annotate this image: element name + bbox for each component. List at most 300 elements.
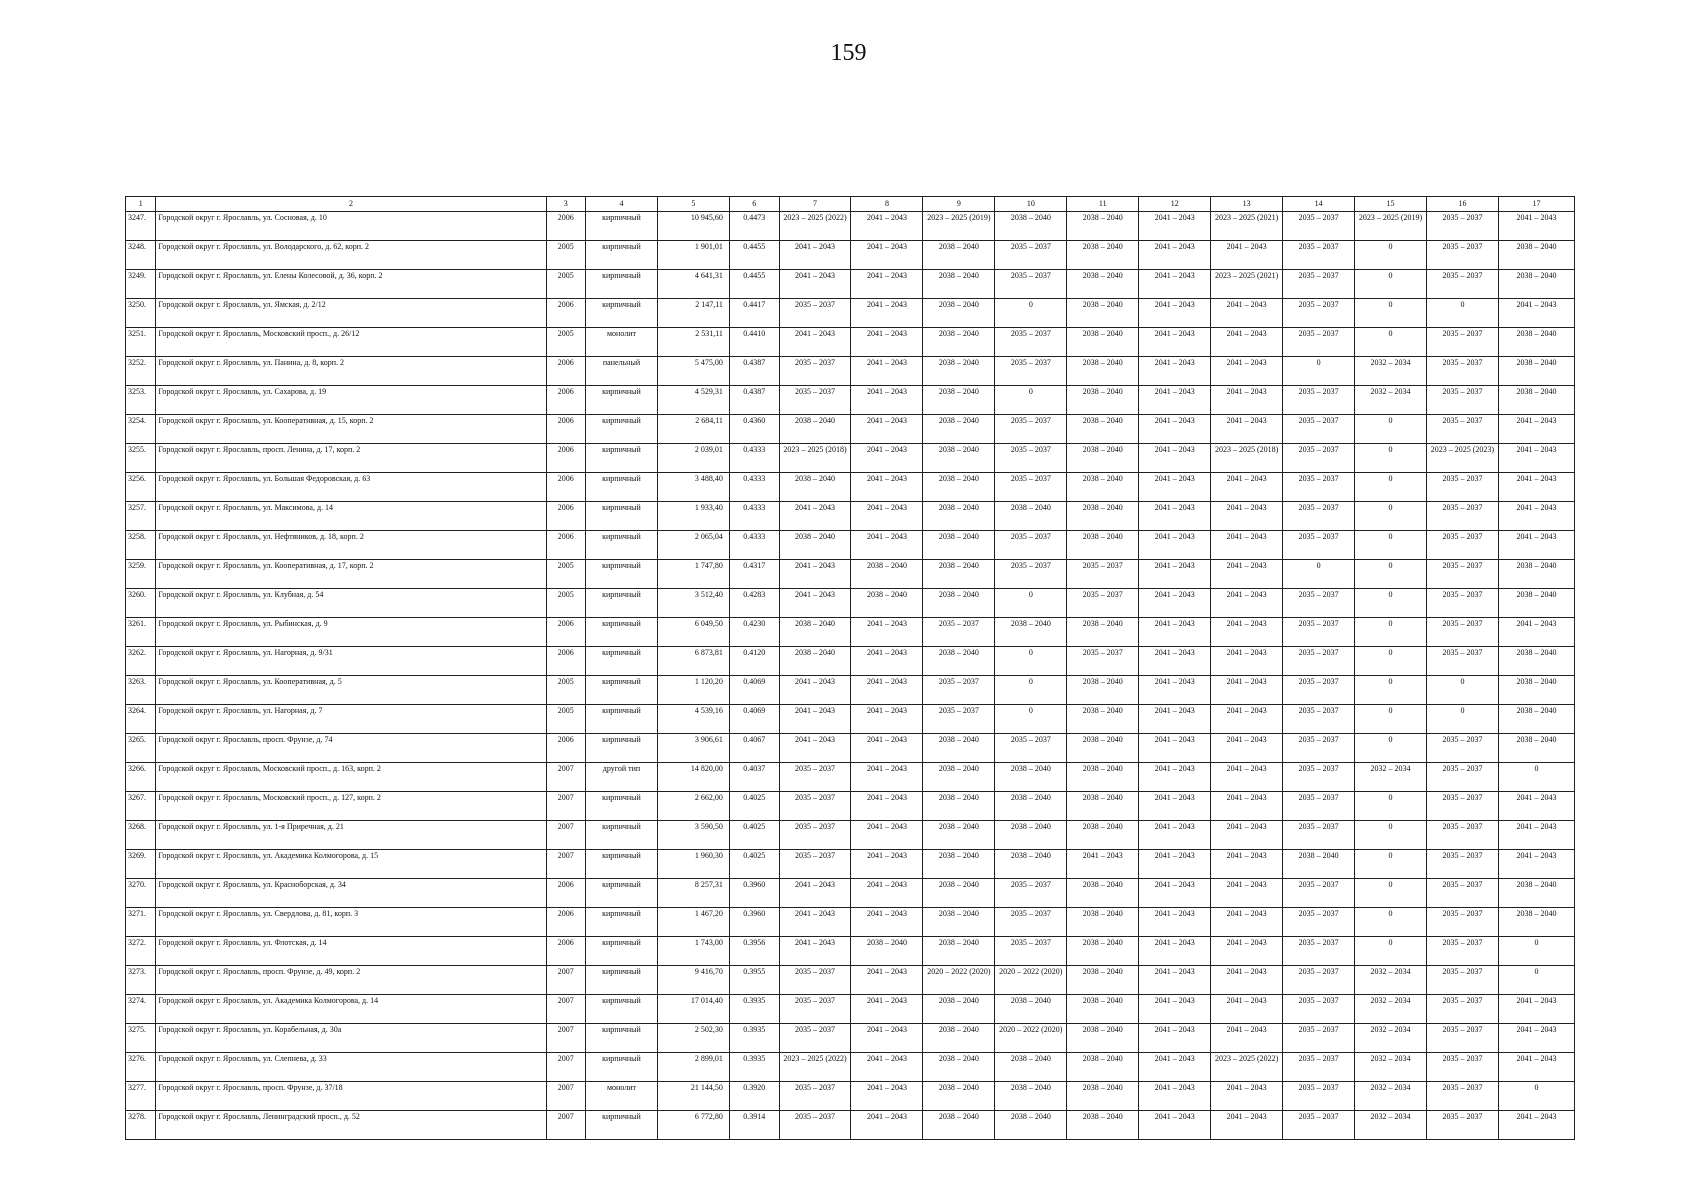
cell-col-4: кирпичный xyxy=(586,792,658,821)
cell-col-1: 3256. xyxy=(126,473,156,502)
cell-col-1: 3257. xyxy=(126,502,156,531)
cell-col-14: 2035 – 2037 xyxy=(1283,1082,1355,1111)
cell-col-8: 2041 – 2043 xyxy=(851,473,923,502)
cell-col-17: 2041 – 2043 xyxy=(1498,444,1574,473)
cell-col-12: 2041 – 2043 xyxy=(1139,937,1211,966)
cell-col-17: 2038 – 2040 xyxy=(1498,241,1574,270)
cell-col-16: 2035 – 2037 xyxy=(1426,1053,1498,1082)
cell-col-7: 2035 – 2037 xyxy=(779,763,851,792)
cell-col-16: 0 xyxy=(1426,299,1498,328)
cell-col-14: 2035 – 2037 xyxy=(1283,299,1355,328)
cell-col-3: 2007 xyxy=(546,763,586,792)
cell-col-9: 2038 – 2040 xyxy=(923,386,995,415)
cell-col-4: кирпичный xyxy=(586,821,658,850)
cell-col-3: 2007 xyxy=(546,995,586,1024)
cell-col-8: 2041 – 2043 xyxy=(851,879,923,908)
cell-col-15: 0 xyxy=(1355,241,1427,270)
cell-col-15: 2032 – 2034 xyxy=(1355,1082,1427,1111)
table-row xyxy=(126,531,1575,560)
cell-col-2: Городской округ г. Ярославль, Московский просп., д. 127, корп. 2 xyxy=(156,792,546,821)
cell-col-17: 2038 – 2040 xyxy=(1498,386,1574,415)
cell-col-9: 2038 – 2040 xyxy=(923,879,995,908)
column-header-15: 15 xyxy=(1355,197,1427,212)
cell-col-11: 2038 – 2040 xyxy=(1067,1111,1139,1140)
cell-col-7: 2041 – 2043 xyxy=(779,502,851,531)
cell-col-15: 0 xyxy=(1355,879,1427,908)
cell-col-17: 2038 – 2040 xyxy=(1498,560,1574,589)
cell-col-11: 2035 – 2037 xyxy=(1067,647,1139,676)
cell-col-4: кирпичный xyxy=(586,386,658,415)
cell-col-11: 2038 – 2040 xyxy=(1067,792,1139,821)
cell-col-11: 2038 – 2040 xyxy=(1067,444,1139,473)
cell-col-6: 0.4317 xyxy=(729,560,779,589)
cell-col-1: 3271. xyxy=(126,908,156,937)
cell-col-4: кирпичный xyxy=(586,966,658,995)
cell-col-11: 2035 – 2037 xyxy=(1067,589,1139,618)
cell-col-17: 2038 – 2040 xyxy=(1498,879,1574,908)
cell-col-17: 2041 – 2043 xyxy=(1498,1024,1574,1053)
cell-col-17: 2041 – 2043 xyxy=(1498,1053,1574,1082)
cell-col-13: 2041 – 2043 xyxy=(1211,589,1283,618)
cell-col-7: 2035 – 2037 xyxy=(779,850,851,879)
table-row xyxy=(126,473,1575,502)
cell-col-3: 2006 xyxy=(546,386,586,415)
cell-col-11: 2038 – 2040 xyxy=(1067,966,1139,995)
cell-col-9: 2038 – 2040 xyxy=(923,473,995,502)
cell-col-14: 2035 – 2037 xyxy=(1283,415,1355,444)
cell-col-6: 0.4025 xyxy=(729,792,779,821)
cell-col-10: 2035 – 2037 xyxy=(995,734,1067,763)
cell-col-2: Городской округ г. Ярославль, просп. Ленина, д. 17, корп. 2 xyxy=(156,444,546,473)
cell-col-4: кирпичный xyxy=(586,908,658,937)
cell-col-16: 2035 – 2037 xyxy=(1426,473,1498,502)
cell-col-16: 2035 – 2037 xyxy=(1426,241,1498,270)
cell-col-2: Городской округ г. Ярославль, ул. Корабельная, д. 30а xyxy=(156,1024,546,1053)
cell-col-7: 2038 – 2040 xyxy=(779,415,851,444)
column-header-1: 1 xyxy=(126,197,156,212)
table-row xyxy=(126,502,1575,531)
cell-col-3: 2005 xyxy=(546,270,586,299)
cell-col-11: 2038 – 2040 xyxy=(1067,879,1139,908)
cell-col-13: 2023 – 2025 (2022) xyxy=(1211,1053,1283,1082)
column-header-5: 5 xyxy=(657,197,729,212)
cell-col-6: 0.4069 xyxy=(729,676,779,705)
cell-col-16: 2035 – 2037 xyxy=(1426,879,1498,908)
column-header-9: 9 xyxy=(923,197,995,212)
cell-col-10: 0 xyxy=(995,705,1067,734)
cell-col-1: 3259. xyxy=(126,560,156,589)
cell-col-6: 0.4037 xyxy=(729,763,779,792)
cell-col-9: 2038 – 2040 xyxy=(923,589,995,618)
cell-col-15: 0 xyxy=(1355,821,1427,850)
cell-col-8: 2041 – 2043 xyxy=(851,792,923,821)
cell-col-2: Городской округ г. Ярославль, ул. Кооперативная, д. 17, корп. 2 xyxy=(156,560,546,589)
cell-col-8: 2041 – 2043 xyxy=(851,1024,923,1053)
cell-col-9: 2038 – 2040 xyxy=(923,560,995,589)
cell-col-9: 2035 – 2037 xyxy=(923,618,995,647)
cell-col-5: 6 049,50 xyxy=(657,618,729,647)
cell-col-17: 2038 – 2040 xyxy=(1498,357,1574,386)
cell-col-1: 3265. xyxy=(126,734,156,763)
table-row xyxy=(126,995,1575,1024)
cell-col-7: 2038 – 2040 xyxy=(779,647,851,676)
cell-col-16: 2035 – 2037 xyxy=(1426,734,1498,763)
cell-col-13: 2041 – 2043 xyxy=(1211,415,1283,444)
cell-col-9: 2038 – 2040 xyxy=(923,502,995,531)
cell-col-15: 0 xyxy=(1355,473,1427,502)
cell-col-9: 2035 – 2037 xyxy=(923,705,995,734)
cell-col-8: 2041 – 2043 xyxy=(851,763,923,792)
cell-col-14: 2035 – 2037 xyxy=(1283,995,1355,1024)
cell-col-5: 1 960,30 xyxy=(657,850,729,879)
cell-col-16: 2035 – 2037 xyxy=(1426,502,1498,531)
cell-col-13: 2041 – 2043 xyxy=(1211,241,1283,270)
cell-col-2: Городской округ г. Ярославль, ул. Академика Колмогорова, д. 14 xyxy=(156,995,546,1024)
cell-col-1: 3264. xyxy=(126,705,156,734)
cell-col-2: Городской округ г. Ярославль, ул. Кооперативная, д. 15, корп. 2 xyxy=(156,415,546,444)
cell-col-16: 2035 – 2037 xyxy=(1426,1082,1498,1111)
cell-col-8: 2041 – 2043 xyxy=(851,357,923,386)
cell-col-3: 2005 xyxy=(546,560,586,589)
cell-col-8: 2041 – 2043 xyxy=(851,241,923,270)
cell-col-14: 2035 – 2037 xyxy=(1283,966,1355,995)
column-header-12: 12 xyxy=(1139,197,1211,212)
cell-col-11: 2041 – 2043 xyxy=(1067,850,1139,879)
cell-col-1: 3274. xyxy=(126,995,156,1024)
cell-col-6: 0.4455 xyxy=(729,241,779,270)
cell-col-12: 2041 – 2043 xyxy=(1139,270,1211,299)
cell-col-13: 2041 – 2043 xyxy=(1211,473,1283,502)
cell-col-10: 0 xyxy=(995,647,1067,676)
cell-col-3: 2007 xyxy=(546,792,586,821)
cell-col-10: 2035 – 2037 xyxy=(995,531,1067,560)
table-row xyxy=(126,676,1575,705)
cell-col-12: 2041 – 2043 xyxy=(1139,821,1211,850)
cell-col-8: 2041 – 2043 xyxy=(851,676,923,705)
cell-col-8: 2041 – 2043 xyxy=(851,328,923,357)
cell-col-2: Городской округ г. Ярославль, ул. Нефтяников, д. 18, корп. 2 xyxy=(156,531,546,560)
cell-col-9: 2038 – 2040 xyxy=(923,241,995,270)
cell-col-1: 3249. xyxy=(126,270,156,299)
cell-col-1: 3262. xyxy=(126,647,156,676)
cell-col-14: 2035 – 2037 xyxy=(1283,734,1355,763)
cell-col-3: 2006 xyxy=(546,647,586,676)
cell-col-3: 2005 xyxy=(546,241,586,270)
table-row xyxy=(126,821,1575,850)
cell-col-16: 2035 – 2037 xyxy=(1426,212,1498,241)
cell-col-10: 2035 – 2037 xyxy=(995,937,1067,966)
cell-col-13: 2041 – 2043 xyxy=(1211,1111,1283,1140)
cell-col-12: 2041 – 2043 xyxy=(1139,589,1211,618)
table-row xyxy=(126,589,1575,618)
cell-col-9: 2020 – 2022 (2020) xyxy=(923,966,995,995)
cell-col-14: 2035 – 2037 xyxy=(1283,531,1355,560)
cell-col-7: 2035 – 2037 xyxy=(779,792,851,821)
cell-col-12: 2041 – 2043 xyxy=(1139,560,1211,589)
cell-col-11: 2038 – 2040 xyxy=(1067,705,1139,734)
cell-col-14: 2035 – 2037 xyxy=(1283,1053,1355,1082)
cell-col-3: 2006 xyxy=(546,299,586,328)
cell-col-17: 2041 – 2043 xyxy=(1498,618,1574,647)
table-row xyxy=(126,937,1575,966)
cell-col-7: 2035 – 2037 xyxy=(779,386,851,415)
cell-col-17: 0 xyxy=(1498,1082,1574,1111)
cell-col-13: 2023 – 2025 (2021) xyxy=(1211,212,1283,241)
cell-col-7: 2041 – 2043 xyxy=(779,270,851,299)
cell-col-9: 2038 – 2040 xyxy=(923,995,995,1024)
cell-col-17: 0 xyxy=(1498,763,1574,792)
cell-col-8: 2041 – 2043 xyxy=(851,705,923,734)
cell-col-13: 2041 – 2043 xyxy=(1211,386,1283,415)
cell-col-15: 0 xyxy=(1355,415,1427,444)
cell-col-13: 2041 – 2043 xyxy=(1211,908,1283,937)
cell-col-8: 2041 – 2043 xyxy=(851,966,923,995)
cell-col-15: 0 xyxy=(1355,328,1427,357)
column-header-11: 11 xyxy=(1067,197,1139,212)
cell-col-17: 0 xyxy=(1498,966,1574,995)
cell-col-5: 1 901,01 xyxy=(657,241,729,270)
cell-col-14: 2035 – 2037 xyxy=(1283,647,1355,676)
cell-col-12: 2041 – 2043 xyxy=(1139,357,1211,386)
cell-col-12: 2041 – 2043 xyxy=(1139,444,1211,473)
cell-col-7: 2035 – 2037 xyxy=(779,1111,851,1140)
cell-col-14: 2035 – 2037 xyxy=(1283,502,1355,531)
column-header-10: 10 xyxy=(995,197,1067,212)
cell-col-7: 2038 – 2040 xyxy=(779,531,851,560)
cell-col-5: 2 531,11 xyxy=(657,328,729,357)
cell-col-16: 2035 – 2037 xyxy=(1426,270,1498,299)
column-header-2: 2 xyxy=(156,197,546,212)
cell-col-15: 0 xyxy=(1355,560,1427,589)
cell-col-1: 3260. xyxy=(126,589,156,618)
cell-col-12: 2041 – 2043 xyxy=(1139,473,1211,502)
cell-col-16: 2035 – 2037 xyxy=(1426,995,1498,1024)
cell-col-5: 3 590,50 xyxy=(657,821,729,850)
table-row xyxy=(126,908,1575,937)
cell-col-2: Городской округ г. Ярославль, ул. Клубная, д. 54 xyxy=(156,589,546,618)
cell-col-16: 2035 – 2037 xyxy=(1426,763,1498,792)
cell-col-8: 2038 – 2040 xyxy=(851,589,923,618)
cell-col-4: кирпичный xyxy=(586,618,658,647)
cell-col-15: 2032 – 2034 xyxy=(1355,386,1427,415)
cell-col-10: 2038 – 2040 xyxy=(995,821,1067,850)
cell-col-11: 2038 – 2040 xyxy=(1067,299,1139,328)
cell-col-2: Городской округ г. Ярославль, ул. Академика Колмогорова, д. 15 xyxy=(156,850,546,879)
cell-col-14: 0 xyxy=(1283,357,1355,386)
cell-col-11: 2038 – 2040 xyxy=(1067,676,1139,705)
cell-col-16: 2023 – 2025 (2023) xyxy=(1426,444,1498,473)
cell-col-12: 2041 – 2043 xyxy=(1139,1024,1211,1053)
table-row xyxy=(126,328,1575,357)
cell-col-3: 2006 xyxy=(546,618,586,647)
cell-col-17: 2038 – 2040 xyxy=(1498,328,1574,357)
cell-col-15: 0 xyxy=(1355,676,1427,705)
cell-col-2: Городской округ г. Ярославль, ул. Рыбинская, д. 9 xyxy=(156,618,546,647)
cell-col-2: Городской округ г. Ярославль, ул. Володарского, д. 62, корп. 2 xyxy=(156,241,546,270)
cell-col-13: 2041 – 2043 xyxy=(1211,531,1283,560)
cell-col-12: 2041 – 2043 xyxy=(1139,850,1211,879)
table-row xyxy=(126,241,1575,270)
table-row xyxy=(126,879,1575,908)
cell-col-8: 2038 – 2040 xyxy=(851,560,923,589)
cell-col-9: 2038 – 2040 xyxy=(923,734,995,763)
cell-col-14: 2035 – 2037 xyxy=(1283,1111,1355,1140)
cell-col-17: 2038 – 2040 xyxy=(1498,589,1574,618)
cell-col-2: Городской округ г. Ярославль, Ленинградский просп., д. 52 xyxy=(156,1111,546,1140)
cell-col-15: 2032 – 2034 xyxy=(1355,966,1427,995)
cell-col-14: 2035 – 2037 xyxy=(1283,270,1355,299)
cell-col-8: 2041 – 2043 xyxy=(851,444,923,473)
cell-col-5: 2 147,11 xyxy=(657,299,729,328)
cell-col-9: 2038 – 2040 xyxy=(923,1024,995,1053)
cell-col-6: 0.3955 xyxy=(729,966,779,995)
cell-col-14: 2035 – 2037 xyxy=(1283,444,1355,473)
cell-col-16: 0 xyxy=(1426,705,1498,734)
cell-col-1: 3267. xyxy=(126,792,156,821)
cell-col-2: Городской округ г. Ярославль, ул. Флотская, д. 14 xyxy=(156,937,546,966)
cell-col-16: 2035 – 2037 xyxy=(1426,966,1498,995)
cell-col-6: 0.3920 xyxy=(729,1082,779,1111)
cell-col-6: 0.4387 xyxy=(729,386,779,415)
cell-col-15: 0 xyxy=(1355,444,1427,473)
cell-col-9: 2038 – 2040 xyxy=(923,1053,995,1082)
cell-col-4: кирпичный xyxy=(586,444,658,473)
cell-col-6: 0.4333 xyxy=(729,444,779,473)
cell-col-1: 3275. xyxy=(126,1024,156,1053)
cell-col-2: Городской округ г. Ярославль, просп. Фрунзе, д. 37/18 xyxy=(156,1082,546,1111)
cell-col-15: 0 xyxy=(1355,734,1427,763)
cell-col-7: 2041 – 2043 xyxy=(779,560,851,589)
cell-col-1: 3277. xyxy=(126,1082,156,1111)
cell-col-3: 2006 xyxy=(546,444,586,473)
cell-col-8: 2041 – 2043 xyxy=(851,299,923,328)
cell-col-4: монолит xyxy=(586,1082,658,1111)
cell-col-6: 0.4417 xyxy=(729,299,779,328)
cell-col-15: 0 xyxy=(1355,299,1427,328)
cell-col-9: 2038 – 2040 xyxy=(923,763,995,792)
cell-col-13: 2041 – 2043 xyxy=(1211,357,1283,386)
cell-col-17: 2038 – 2040 xyxy=(1498,270,1574,299)
cell-col-3: 2006 xyxy=(546,473,586,502)
cell-col-14: 2035 – 2037 xyxy=(1283,328,1355,357)
cell-col-8: 2041 – 2043 xyxy=(851,618,923,647)
cell-col-1: 3250. xyxy=(126,299,156,328)
cell-col-5: 2 684,11 xyxy=(657,415,729,444)
cell-col-7: 2038 – 2040 xyxy=(779,473,851,502)
cell-col-7: 2041 – 2043 xyxy=(779,937,851,966)
table-row xyxy=(126,705,1575,734)
table-row xyxy=(126,357,1575,386)
cell-col-5: 14 820,00 xyxy=(657,763,729,792)
cell-col-3: 2006 xyxy=(546,937,586,966)
cell-col-1: 3273. xyxy=(126,966,156,995)
cell-col-11: 2038 – 2040 xyxy=(1067,734,1139,763)
cell-col-9: 2038 – 2040 xyxy=(923,328,995,357)
cell-col-1: 3263. xyxy=(126,676,156,705)
table-row xyxy=(126,966,1575,995)
cell-col-7: 2035 – 2037 xyxy=(779,299,851,328)
cell-col-10: 2038 – 2040 xyxy=(995,763,1067,792)
table-row xyxy=(126,618,1575,647)
cell-col-11: 2038 – 2040 xyxy=(1067,241,1139,270)
cell-col-12: 2041 – 2043 xyxy=(1139,502,1211,531)
cell-col-10: 0 xyxy=(995,299,1067,328)
cell-col-4: кирпичный xyxy=(586,270,658,299)
cell-col-9: 2038 – 2040 xyxy=(923,908,995,937)
cell-col-5: 8 257,31 xyxy=(657,879,729,908)
cell-col-15: 0 xyxy=(1355,647,1427,676)
cell-col-1: 3270. xyxy=(126,879,156,908)
cell-col-15: 0 xyxy=(1355,589,1427,618)
cell-col-7: 2035 – 2037 xyxy=(779,1082,851,1111)
cell-col-6: 0.4333 xyxy=(729,531,779,560)
cell-col-1: 3278. xyxy=(126,1111,156,1140)
cell-col-15: 0 xyxy=(1355,705,1427,734)
cell-col-12: 2041 – 2043 xyxy=(1139,618,1211,647)
cell-col-10: 2035 – 2037 xyxy=(995,270,1067,299)
cell-col-5: 6 873,81 xyxy=(657,647,729,676)
cell-col-2: Городской округ г. Ярославль, ул. Ямская, д. 2/12 xyxy=(156,299,546,328)
cell-col-13: 2041 – 2043 xyxy=(1211,328,1283,357)
cell-col-5: 4 641,31 xyxy=(657,270,729,299)
cell-col-14: 2035 – 2037 xyxy=(1283,676,1355,705)
cell-col-2: Городской округ г. Ярославль, ул. Сосновая, д. 10 xyxy=(156,212,546,241)
cell-col-4: кирпичный xyxy=(586,415,658,444)
cell-col-8: 2041 – 2043 xyxy=(851,850,923,879)
cell-col-6: 0.4387 xyxy=(729,357,779,386)
cell-col-3: 2006 xyxy=(546,879,586,908)
cell-col-10: 2035 – 2037 xyxy=(995,415,1067,444)
cell-col-16: 0 xyxy=(1426,676,1498,705)
cell-col-6: 0.4283 xyxy=(729,589,779,618)
cell-col-7: 2041 – 2043 xyxy=(779,734,851,763)
cell-col-5: 17 014,40 xyxy=(657,995,729,1024)
cell-col-15: 2032 – 2034 xyxy=(1355,1053,1427,1082)
cell-col-5: 1 747,80 xyxy=(657,560,729,589)
cell-col-11: 2038 – 2040 xyxy=(1067,618,1139,647)
cell-col-6: 0.3960 xyxy=(729,879,779,908)
cell-col-11: 2038 – 2040 xyxy=(1067,212,1139,241)
cell-col-4: кирпичный xyxy=(586,879,658,908)
cell-col-11: 2038 – 2040 xyxy=(1067,1053,1139,1082)
cell-col-8: 2041 – 2043 xyxy=(851,1111,923,1140)
cell-col-14: 2035 – 2037 xyxy=(1283,763,1355,792)
cell-col-9: 2023 – 2025 (2019) xyxy=(923,212,995,241)
table-row xyxy=(126,1024,1575,1053)
cell-col-12: 2041 – 2043 xyxy=(1139,734,1211,763)
cell-col-15: 0 xyxy=(1355,618,1427,647)
cell-col-11: 2038 – 2040 xyxy=(1067,908,1139,937)
cell-col-5: 5 475,00 xyxy=(657,357,729,386)
cell-col-9: 2038 – 2040 xyxy=(923,821,995,850)
cell-col-11: 2038 – 2040 xyxy=(1067,328,1139,357)
cell-col-4: кирпичный xyxy=(586,531,658,560)
cell-col-10: 2035 – 2037 xyxy=(995,241,1067,270)
cell-col-6: 0.4333 xyxy=(729,473,779,502)
cell-col-4: кирпичный xyxy=(586,734,658,763)
cell-col-5: 2 502,30 xyxy=(657,1024,729,1053)
cell-col-6: 0.4360 xyxy=(729,415,779,444)
cell-col-7: 2041 – 2043 xyxy=(779,241,851,270)
cell-col-6: 0.4025 xyxy=(729,821,779,850)
cell-col-4: кирпичный xyxy=(586,705,658,734)
cell-col-2: Городской округ г. Ярославль, ул. Кооперативная, д. 5 xyxy=(156,676,546,705)
cell-col-12: 2041 – 2043 xyxy=(1139,415,1211,444)
cell-col-17: 2038 – 2040 xyxy=(1498,734,1574,763)
cell-col-3: 2005 xyxy=(546,705,586,734)
cell-col-5: 4 539,16 xyxy=(657,705,729,734)
cell-col-12: 2041 – 2043 xyxy=(1139,792,1211,821)
